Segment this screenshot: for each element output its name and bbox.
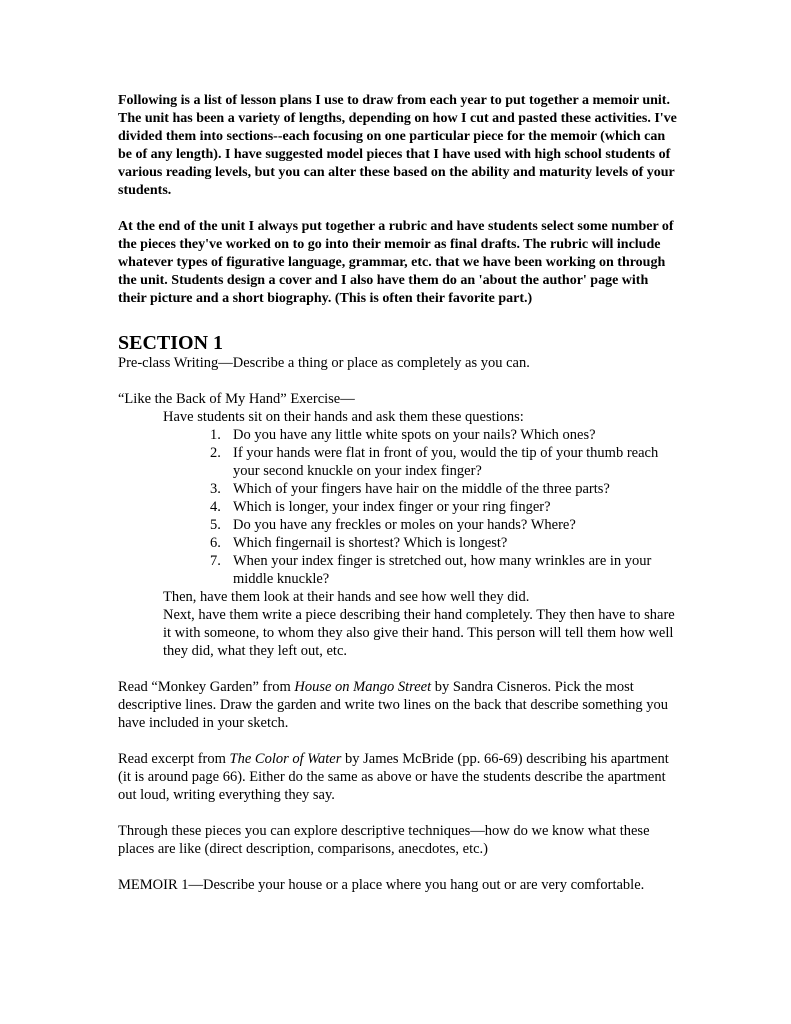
book-title-color-of-water: The Color of Water [229, 751, 342, 767]
list-number: 6. [210, 535, 221, 551]
memoir-1-prompt: MEMOIR 1—Describe your house or a place where you hang out or are very comfortable. [118, 877, 645, 893]
list-item [210, 516, 678, 534]
next-instruction: Next, have them write a piece describing their hand completely. They then have to share it with someone, to whom they also give their hand. This person will tell them how well they did, what they left out, etc. [163, 607, 675, 659]
document-page [118, 92, 678, 894]
question-text: When your index finger is stretched out, how many wrinkles are in your middle knuckle? [233, 553, 652, 587]
list-item [210, 498, 678, 516]
list-item [210, 552, 678, 588]
question-text: Do you have any freckles or moles on your hands? Where? [233, 517, 576, 533]
question-list [210, 426, 678, 588]
question-text: If your hands were flat in front of you, would the tip of your thumb reach your second knuckle on your index finger? [233, 445, 659, 479]
section-title: SECTION 1 [118, 332, 224, 354]
preclass-writing: Pre-class Writing—Describe a thing or place as completely as you can. [118, 355, 530, 371]
exercise-title: “Like the Back of My Hand” Exercise— [118, 391, 355, 407]
intro-paragraph-1: Following is a list of lesson plans I use to draw from each year to put together a memoir unit. The unit has been a variety of lengths, depending on how I cut and pasted these activities. I've divided them into sections--each focusing on one particular piece for the memoir (which can be of any length). I have suggested model pieces that I have used with high school students of various reading levels, but you can alter these based on the ability and maturity levels of your students. [118, 93, 677, 198]
color-before: Read excerpt from [118, 751, 230, 767]
list-number: 1. [210, 427, 221, 443]
list-item [210, 534, 678, 552]
techniques-paragraph: Through these pieces you can explore descriptive techniques—how do we know what these places are like (direct description, comparisons, anecdotes, etc.) [118, 823, 650, 857]
question-text: Which of your fingers have hair on the middle of the three parts? [233, 481, 610, 497]
color-of-water-paragraph [118, 750, 678, 804]
list-item [210, 444, 678, 480]
intro-paragraph-2: At the end of the unit I always put together a rubric and have students select some number of the pieces they've worked on to go into their memoir as final drafts. The rubric will include whatever types of figurative language, grammar, etc. that we have been working on through the unit. Students design a cover and I also have them do an 'about the author' page with their picture and a short biography. (This is often their favorite part.) [118, 219, 674, 306]
monkey-after: by Sandra Cisneros. Pick the most descriptive lines. Draw the garden and write two lines on the back that describe something you have included in your sketch. [118, 679, 669, 731]
exercise-intro: Have students sit on their hands and ask them these questions: [163, 409, 524, 425]
list-number: 7. [210, 553, 221, 569]
question-text: Do you have any little white spots on your nails? Which ones? [233, 427, 596, 443]
monkey-before: Read “Monkey Garden” from [118, 679, 295, 695]
list-item [210, 426, 678, 444]
question-text: Which is longer, your index finger or your ring finger? [233, 499, 551, 515]
list-number: 3. [210, 481, 221, 497]
then-instruction: Then, have them look at their hands and see how well they did. [163, 589, 530, 605]
list-number: 4. [210, 499, 221, 515]
list-number: 2. [210, 445, 221, 461]
color-after: by James McBride (pp. 66-69) describing his apartment (it is around page 66). Either do the same as above or have the students describe the apartment out loud, writing everything they say. [118, 751, 669, 803]
monkey-garden-paragraph [118, 678, 678, 732]
list-item [210, 480, 678, 498]
question-text: Which fingernail is shortest? Which is longest? [233, 535, 508, 551]
book-title-mango-street: House on Mango Street [294, 679, 432, 695]
list-number: 5. [210, 517, 221, 533]
